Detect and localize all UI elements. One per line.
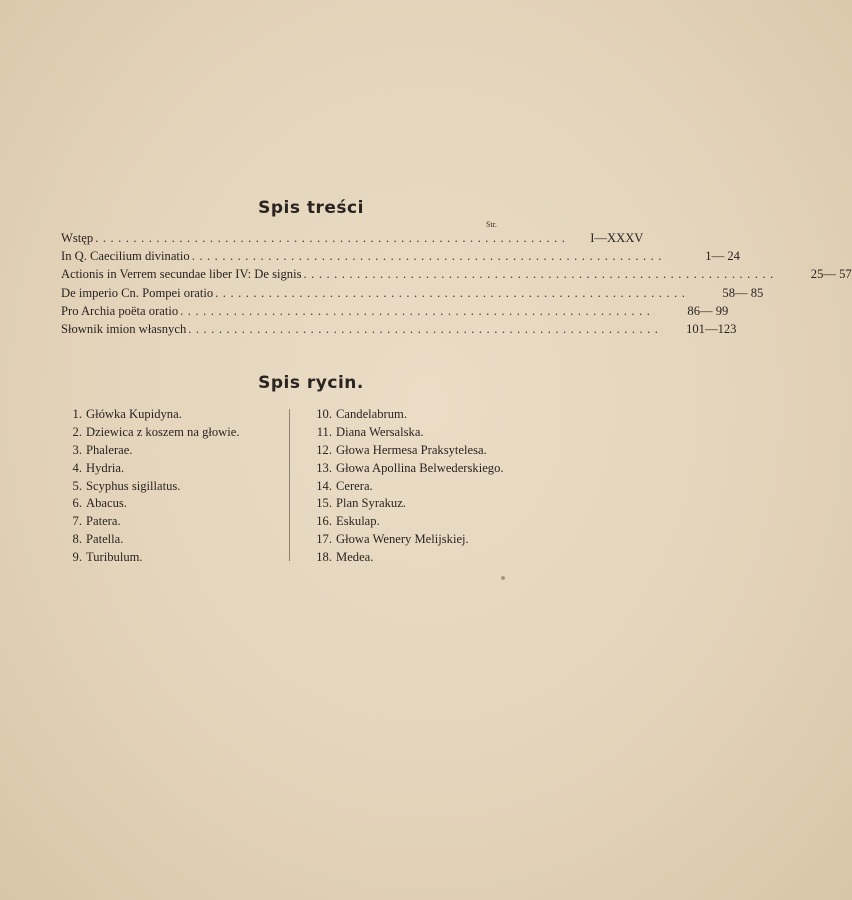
figures-list-left bbox=[64, 407, 286, 568]
dot-leader: .............................................................. bbox=[191, 249, 666, 264]
figure-caption: Eskulap. bbox=[336, 514, 380, 529]
list-item bbox=[64, 479, 286, 497]
dot-leader: .............................................................. bbox=[188, 321, 663, 336]
list-item bbox=[312, 443, 552, 461]
list-item bbox=[312, 461, 552, 479]
figure-caption: Diana Wersalska. bbox=[336, 424, 424, 439]
figure-caption: Plan Syrakuz. bbox=[336, 496, 406, 511]
list-item bbox=[64, 461, 286, 479]
list-item bbox=[64, 514, 286, 532]
toc-entry-pages: I—XXXV bbox=[590, 231, 644, 245]
list-item bbox=[312, 496, 552, 514]
toc-entry-pages: 58— 85 bbox=[722, 285, 764, 300]
dot-leader: .............................................................. bbox=[215, 285, 690, 300]
figure-number: 16. bbox=[316, 514, 332, 529]
figure-number: 11. bbox=[316, 424, 332, 439]
list-item bbox=[64, 532, 286, 550]
toc-row bbox=[61, 231, 644, 249]
figure-number: 18. bbox=[316, 550, 332, 565]
list-item bbox=[64, 443, 286, 461]
figure-number: 13. bbox=[316, 460, 332, 475]
list-item bbox=[64, 407, 286, 425]
figures-heading: Spis rycin. bbox=[258, 373, 364, 393]
list-item bbox=[312, 514, 552, 532]
figure-caption: Dziewica z koszem na głowie. bbox=[86, 424, 240, 439]
list-item bbox=[64, 550, 286, 568]
figure-number: 2. bbox=[72, 424, 82, 439]
figure-caption: Główka Kupidyna. bbox=[86, 407, 182, 421]
toc-entry-title: Pro Archia poëta oratio bbox=[61, 303, 179, 318]
figure-number: 15. bbox=[316, 496, 332, 511]
figure-caption: Głowa Apollina Belwederskiego. bbox=[336, 460, 504, 475]
dot-leader: .............................................................. bbox=[95, 231, 570, 245]
figure-number: 9. bbox=[72, 550, 82, 565]
toc-entry-title: De imperio Cn. Pompei oratio bbox=[61, 285, 214, 300]
toc-entry-pages: 1— 24 bbox=[705, 249, 740, 264]
figure-number: 5. bbox=[72, 478, 82, 493]
dot-leader: .............................................................. bbox=[180, 303, 655, 318]
figure-number: 4. bbox=[72, 460, 82, 475]
figure-number: 17. bbox=[316, 532, 332, 547]
column-divider bbox=[289, 409, 290, 561]
toc-entry-pages: 101—123 bbox=[686, 321, 737, 336]
figure-caption: Hydria. bbox=[86, 460, 125, 475]
toc-heading: Spis treści bbox=[258, 198, 364, 218]
figure-caption: Candelabrum. bbox=[336, 407, 407, 421]
figure-number: 7. bbox=[72, 514, 82, 529]
toc-row bbox=[61, 303, 729, 322]
list-item bbox=[312, 532, 552, 550]
toc-entry-title: Actionis in Verrem secundae liber IV: De signis bbox=[61, 267, 302, 282]
list-item bbox=[312, 550, 552, 568]
figure-caption: Phalerae. bbox=[86, 442, 133, 457]
figure-number: 1. bbox=[72, 407, 82, 421]
toc-entry-title: In Q. Caecilium divinatio bbox=[61, 249, 190, 264]
figure-number: 12. bbox=[316, 442, 332, 457]
list-item bbox=[64, 496, 286, 514]
list-item bbox=[312, 407, 552, 425]
paper-speck bbox=[501, 576, 505, 580]
toc-entry-pages: 25— 57 bbox=[810, 267, 852, 282]
table-of-contents bbox=[61, 231, 852, 340]
figure-caption: Głowa Wenery Melijskiej. bbox=[336, 532, 469, 547]
pages-column-header: Str. bbox=[486, 220, 497, 229]
toc-row bbox=[61, 267, 852, 285]
dot-leader: .............................................................. bbox=[303, 267, 778, 282]
figure-number: 3. bbox=[72, 442, 82, 457]
figure-caption: Scyphus sigillatus. bbox=[86, 478, 181, 493]
toc-row bbox=[61, 321, 737, 340]
toc-entry-pages: 86— 99 bbox=[687, 303, 729, 318]
figure-caption: Patella. bbox=[86, 532, 124, 547]
toc-entry-title: Słownik imion własnych bbox=[61, 321, 187, 336]
figure-caption: Turibulum. bbox=[86, 550, 143, 565]
figure-caption: Cerera. bbox=[336, 478, 373, 493]
figure-caption: Medea. bbox=[336, 550, 374, 565]
figure-number: 8. bbox=[72, 532, 82, 547]
list-item bbox=[64, 425, 286, 443]
figure-caption: Głowa Hermesa Praksytelesa. bbox=[336, 442, 487, 457]
toc-entry-title: Wstęp bbox=[61, 231, 94, 245]
toc-row bbox=[61, 249, 740, 267]
figure-caption: Abacus. bbox=[86, 496, 127, 511]
figure-caption: Patera. bbox=[86, 514, 121, 529]
list-item bbox=[312, 479, 552, 497]
figure-number: 6. bbox=[72, 496, 82, 511]
list-item bbox=[312, 425, 552, 443]
figures-list-right bbox=[312, 407, 552, 568]
toc-row bbox=[61, 285, 764, 304]
figure-number: 10. bbox=[316, 407, 332, 421]
figure-number: 14. bbox=[316, 478, 332, 493]
